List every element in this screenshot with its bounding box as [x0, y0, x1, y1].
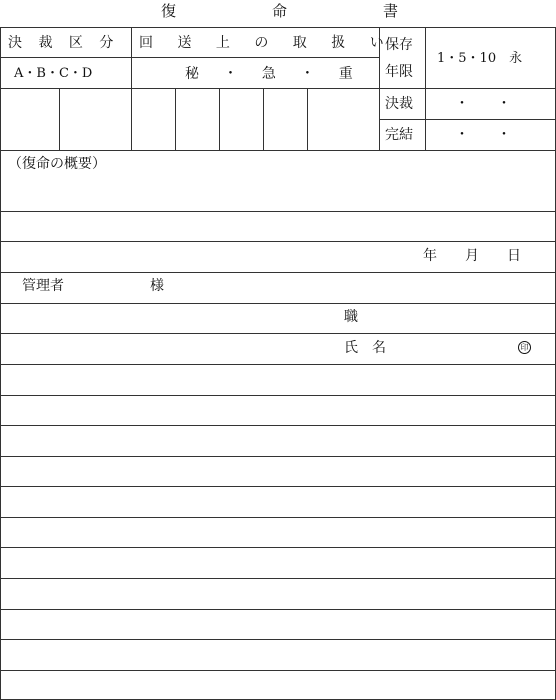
date-line: 年 月 日	[423, 248, 521, 264]
completion-label: 完結	[385, 127, 413, 143]
position-label: 職	[344, 309, 358, 325]
routing-label: 回 送 上 の 取 扱 い	[139, 35, 394, 51]
approval-label: 決裁	[385, 96, 413, 112]
decision-class-options: A・B・C・D	[14, 66, 93, 81]
seal-mark: 印	[518, 341, 531, 354]
approval-date: ・ ・	[455, 96, 511, 112]
retention-options: 1・5・10 永	[437, 51, 523, 66]
completion-date: ・ ・	[455, 127, 511, 143]
title-char-2: 命	[272, 2, 288, 20]
summary-label: （復命の概要）	[8, 156, 106, 172]
retention-label-bottom: 年限	[385, 64, 413, 80]
routing-options: 秘 ・ 急 ・ 重	[185, 66, 363, 82]
report-form	[0, 27, 556, 700]
addressee-label: 管理者	[22, 278, 64, 294]
retention-label-top: 保存	[385, 37, 413, 53]
honorific: 様	[150, 278, 164, 294]
title-char-1: 復	[161, 2, 177, 20]
name-label: 氏 名	[344, 340, 386, 356]
document-title	[0, 0, 556, 22]
title-char-3: 書	[383, 2, 399, 20]
decision-class-label: 決 裁 区 分	[8, 35, 120, 51]
